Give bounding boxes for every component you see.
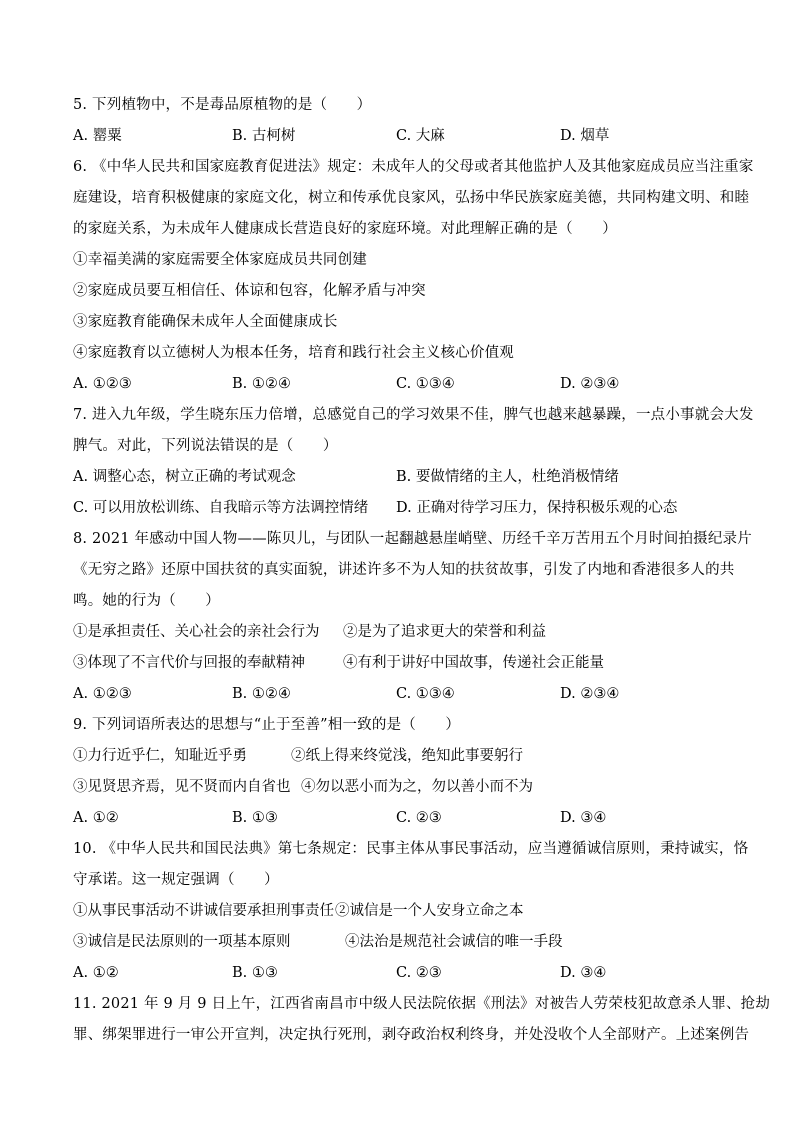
q10-statement-1: ①从事民事活动不讲诚信要承担刑事责任 <box>73 903 334 919</box>
q10-statements-row-2 <box>73 932 724 952</box>
q6-statement-1: ①幸福美满的家庭需要全体家庭成员共同创建 <box>73 252 367 268</box>
q8-option-c: C. ①③④ <box>396 686 455 702</box>
q8-statement-2: ②是为了追求更大的荣誉和利益 <box>343 624 546 640</box>
q9-option-a: A. ①② <box>73 810 119 826</box>
q6-option-c: C. ①③④ <box>396 376 455 392</box>
q6-stem-line: 庭建设，培育积极健康的家庭文化，树立和传承优良家风，弘扬中华民族家庭美德，共同构建文明、和睦 <box>73 190 750 206</box>
q5-option-a: A. 罂粟 <box>73 128 122 144</box>
q8-option-a: A. ①②③ <box>73 686 132 702</box>
q6-stem-line: 6. 《中华人民共和国家庭教育促进法》规定：未成年人的父母或者其他监护人及其他家庭成员应当注重家 <box>73 159 754 175</box>
q8-statement-3: ③体现了不言代价与回报的奉献精神 <box>73 655 305 671</box>
q6-option-d: D. ②③④ <box>560 376 620 392</box>
q10-stem-line: 10. 《中华人民共和国民法典》第七条规定：民事主体从事民事活动，应当遵循诚信原则，秉持诚实，恪 <box>73 841 749 857</box>
q9-option-b: B. ①③ <box>232 810 278 826</box>
q10-stem-line: 守承诺。这一规定强调（ ） <box>73 872 279 888</box>
q11-stem-line: 11. 2021 年 9 月 9 日上午，江西省南昌市中级人民法院依据《刑法》对被告人劳荣枝犯故意杀人罪、抢劫 <box>73 996 771 1012</box>
q8-option-d: D. ②③④ <box>560 686 620 702</box>
q6-statement-3: ③家庭教育能确保未成年人全面健康成长 <box>73 314 338 330</box>
q10-option-b: B. ①③ <box>232 965 278 981</box>
q6-statement-4: ④家庭教育以立德树人为根本任务，培育和践行社会主义核心价值观 <box>73 345 514 361</box>
q10-option-d: D. ③④ <box>560 965 607 981</box>
q7-option-a: A. 调整心态，树立正确的考试观念 <box>73 469 296 485</box>
q7-option-b: B. 要做情绪的主人，杜绝消极情绪 <box>396 469 619 485</box>
q7-options-row-1 <box>73 467 724 487</box>
q5-options <box>73 126 724 146</box>
q8-option-b: B. ①②④ <box>232 686 291 702</box>
q10-options <box>73 963 724 983</box>
q6-statement-2: ②家庭成员要互相信任、体谅和包容，化解矛盾与冲突 <box>73 283 426 299</box>
q7-option-d: D. 正确对待学习压力，保持积极乐观的心态 <box>396 500 678 516</box>
q10-statements-row-1 <box>73 901 724 921</box>
q8-stem-line: 鸣。她的行为（ ） <box>73 593 220 609</box>
q8-statement-4: ④有利于讲好中国故事，传递社会正能量 <box>343 655 604 671</box>
q5-option-d: D. 烟草 <box>560 128 610 144</box>
q8-stem-line: 8. 2021 年感动中国人物——陈贝儿，与团队一起翻越悬崖峭壁、历经千辛万苦用五个月时间拍摄纪录片 <box>73 531 752 547</box>
q7-option-c: C. 可以用放松训练、自我暗示等方法调控情绪 <box>73 500 369 516</box>
q8-stem-line: 《无穷之路》还原中国扶贫的真实面貌，讲述许多不为人知的扶贫故事，引发了内地和香港很多人的共 <box>73 562 735 578</box>
q9-statement-1: ①力行近乎仁，知耻近乎勇 <box>73 748 247 764</box>
q9-option-d: D. ③④ <box>560 810 607 826</box>
q8-statements-row-1 <box>73 622 724 642</box>
q5-stem: 5. 下列植物中，不是毒品原植物的是（ ） <box>73 97 372 113</box>
q9-statement-4: ④勿以恶小而为之，勿以善小而不为 <box>301 779 533 795</box>
q7-stem-line: 脾气。对此，下列说法错误的是（ ） <box>73 438 338 454</box>
q8-statement-1: ①是承担责任、关心社会的亲社会行为 <box>73 624 320 640</box>
q11-stem-line: 罪、绑架罪进行一审公开宣判，决定执行死刑，剥夺政治权利终身，并处没收个人全部财产。上述案例告 <box>73 1027 750 1043</box>
q5-option-b: B. 古柯树 <box>232 128 296 144</box>
q10-option-a: A. ①② <box>73 965 119 981</box>
q7-options-row-2 <box>73 498 724 518</box>
q7-stem-line: 7. 进入九年级，学生晓东压力倍增，总感觉自己的学习效果不佳，脾气也越来越暴躁，一点小事就会大发 <box>73 407 754 423</box>
q9-statements-row-2 <box>73 777 724 797</box>
q10-statement-4: ④法治是规范社会诚信的唯一手段 <box>345 934 563 950</box>
q5-option-c: C. 大麻 <box>396 128 445 144</box>
q9-statement-2: ②纸上得来终觉浅，绝知此事要躬行 <box>291 748 523 764</box>
q9-options <box>73 808 724 828</box>
q6-options <box>73 374 724 394</box>
q10-statement-2: ②诚信是一个人安身立命之本 <box>335 903 524 919</box>
q9-option-c: C. ②③ <box>396 810 442 826</box>
q8-statements-row-2 <box>73 653 724 673</box>
q9-statement-3: ③见贤思齐焉，见不贤而内自省也 <box>73 779 291 795</box>
q6-stem-line: 的家庭关系，为未成年人健康成长营造良好的家庭环境。对此理解正确的是（ ） <box>73 221 617 237</box>
q6-option-b: B. ①②④ <box>232 376 291 392</box>
q8-options <box>73 684 724 704</box>
q6-option-a: A. ①②③ <box>73 376 132 392</box>
q10-option-c: C. ②③ <box>396 965 442 981</box>
q9-stem: 9. 下列词语所表达的思想与“止于至善”相一致的是（ ） <box>73 717 461 733</box>
q9-statements-row-1 <box>73 746 724 766</box>
q10-statement-3: ③诚信是民法原则的一项基本原则 <box>73 934 291 950</box>
